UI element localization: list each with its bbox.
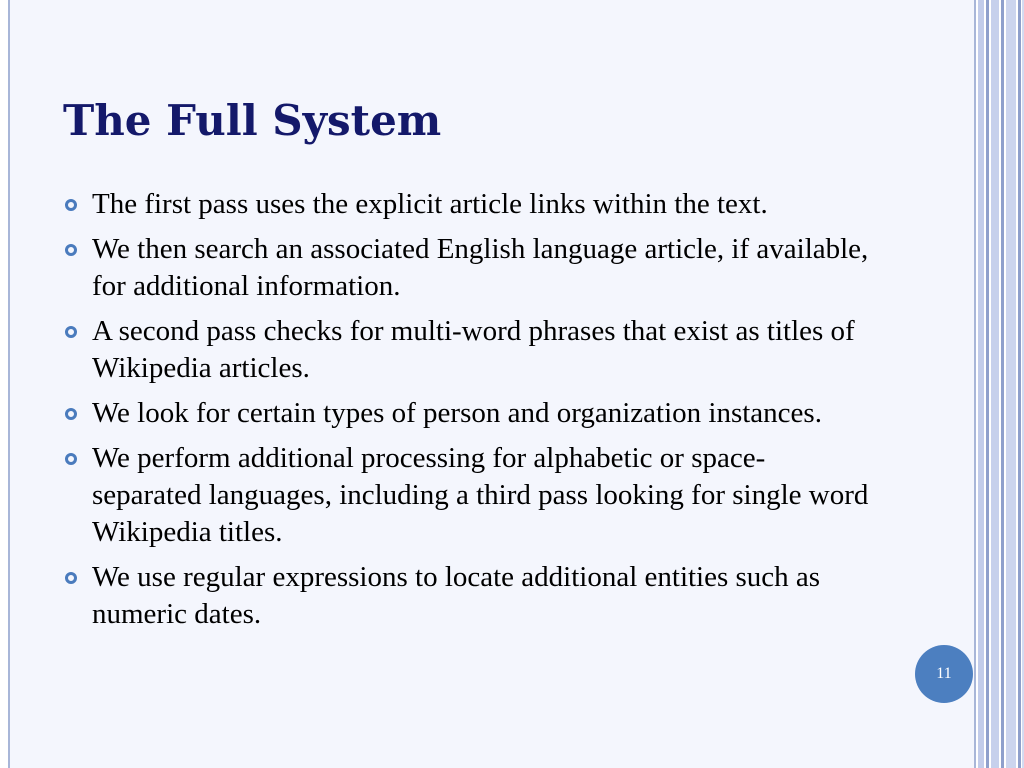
slide-title: The Full System [63,96,442,145]
bullet-item [64,559,874,633]
decorative-stripe [986,0,989,768]
ring-bullet-icon [65,453,77,465]
page-number-badge [915,645,973,703]
bullet-item [64,395,874,432]
bullet-item [64,231,874,305]
ring-bullet-icon [65,244,77,256]
bullet-text: We perform additional processing for alphabetic or space-separated languages, including a third pass looking for single word Wikipedia titles. [92,442,869,548]
bullet-item [64,440,874,551]
ring-bullet-icon [65,326,77,338]
decorative-stripe [978,0,984,768]
ring-bullet-icon [65,199,77,211]
bullet-item [64,186,874,223]
ring-bullet-icon [65,408,77,420]
bullet-text: We then search an associated English language article, if available, for additional information. [92,233,869,302]
decorative-stripe [1018,0,1021,768]
bullet-text: The first pass uses the explicit article links within the text. [92,188,768,220]
decorative-stripe [991,0,999,768]
decorative-stripe [1006,0,1016,768]
bullet-item [64,313,874,387]
bullet-text: We look for certain types of person and organization instances. [92,397,822,429]
decorative-stripe [1001,0,1004,768]
bullet-text: A second pass checks for multi-word phrases that exist as titles of Wikipedia articles. [92,315,855,384]
page-number: 11 [936,665,952,682]
bullet-list [64,186,874,641]
ring-bullet-icon [65,572,77,584]
bullet-text: We use regular expressions to locate additional entities such as numeric dates. [92,561,821,630]
